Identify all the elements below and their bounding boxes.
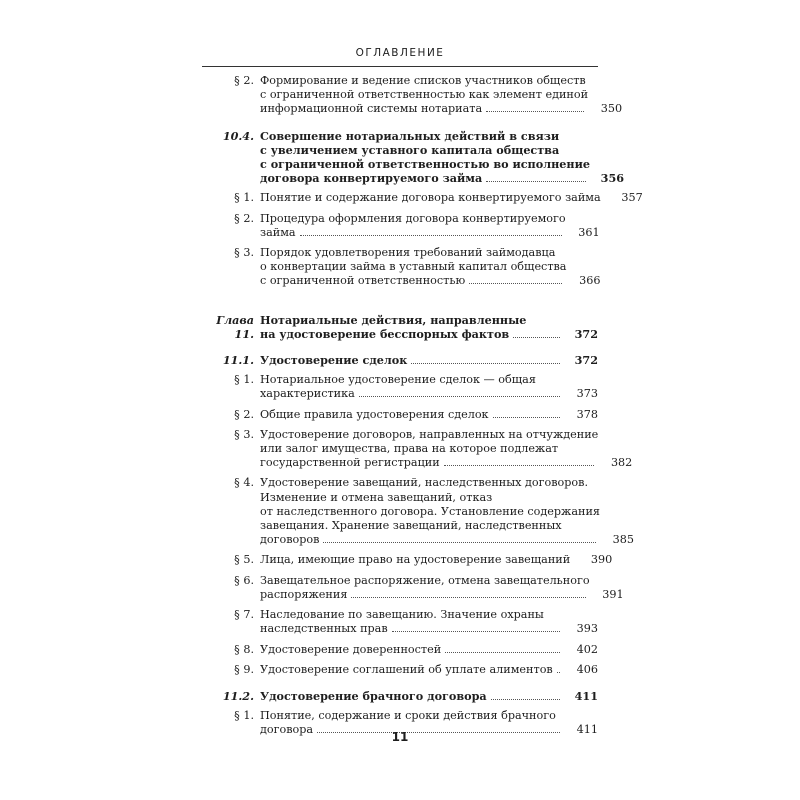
toc-entry-label: § 2.	[234, 74, 254, 87]
toc-entry-line	[260, 428, 598, 442]
toc-entry-line	[260, 373, 564, 387]
toc-entry-line	[260, 442, 598, 456]
toc-entry-line-text: с ограниченной ответственностью	[260, 274, 466, 288]
toc-entry-page: 373	[576, 387, 598, 401]
toc-entry-line	[260, 709, 564, 723]
toc-entry-title	[260, 608, 598, 636]
toc-entry[interactable]	[202, 128, 625, 186]
dot-leader	[493, 417, 560, 418]
toc-entry-line	[260, 519, 600, 533]
toc-entry-page: 357	[621, 191, 643, 205]
toc-entry-label: § 1.	[234, 373, 254, 387]
toc-entry-page: 393	[576, 622, 598, 636]
toc-entry[interactable]	[202, 313, 598, 341]
toc-entry-page: 366	[579, 274, 601, 288]
toc-entry-label: § 9.	[234, 662, 254, 676]
toc-entry-line-text: договора конвертируемого займа	[260, 171, 483, 186]
toc-entry-line	[260, 588, 590, 602]
toc-entry-line-text: Нотариальные действия, направленные	[260, 312, 527, 327]
toc-entry-line-text: Удостоверение сделок	[260, 353, 408, 368]
toc-entry-line-text: распоряжения	[260, 587, 348, 601]
toc-entry-line	[260, 143, 590, 157]
toc-entry-line-text: с увеличением уставного капитала общества	[260, 142, 560, 157]
dot-leader	[486, 181, 586, 182]
toc-spacer	[202, 117, 598, 129]
toc-entry-line-text: Наследование по завещанию. Значение охраны	[260, 608, 544, 622]
toc-entry[interactable]	[202, 553, 613, 567]
toc-entry-line	[260, 274, 566, 288]
toc-entry-page: 372	[574, 326, 598, 341]
page-number: 11	[391, 730, 409, 744]
toc-entry-label: Глава 11.	[216, 312, 254, 341]
toc-entry-line	[260, 533, 600, 547]
toc-entry-page: 402	[576, 642, 598, 656]
toc-entry-page: 382	[610, 456, 633, 470]
toc-entry-line	[260, 171, 590, 185]
toc-entry-page: 385	[612, 533, 634, 547]
toc-entry-line-text: Изменение и отмена завещаний, отказ	[260, 490, 493, 504]
toc-entry-page: 361	[578, 225, 600, 239]
toc-entry-line-text: о конвертации займа в уставный капитал общества	[260, 260, 567, 274]
toc-entry-line	[260, 129, 590, 143]
toc-entry-label: § 5.	[234, 553, 254, 567]
toc-entry-title	[260, 373, 598, 401]
toc-entry-title	[260, 74, 622, 117]
toc-entry-line-text: Удостоверение соглашений об уплате алиментов	[260, 662, 553, 676]
toc-entry-line-text: Удостоверение доверенностей	[260, 642, 442, 656]
dot-leader	[491, 699, 560, 700]
toc-entry-line-text: Общие правила удостоверения сделок	[260, 407, 489, 421]
toc-entry[interactable]	[202, 408, 598, 422]
toc-entry-page: 411	[574, 688, 598, 703]
toc-entry-page: 411	[576, 723, 598, 737]
toc-entry-line	[260, 313, 564, 327]
toc-entry-page: 390	[590, 553, 613, 567]
toc-entry-line-text: на удостоверение бесспорных фактов	[260, 326, 510, 341]
toc-entry[interactable]	[202, 427, 633, 471]
toc-entry-line	[260, 608, 564, 622]
toc-entry-line-text: Удостоверение брачного договора	[260, 688, 487, 703]
dot-leader	[444, 465, 595, 466]
toc-entry-line	[260, 553, 578, 567]
toc-entry-label: § 3.	[234, 246, 254, 260]
toc-entry-label: § 1.	[234, 191, 254, 205]
toc-entry-page: 378	[576, 407, 598, 421]
toc-entry-page: 406	[576, 662, 598, 676]
toc-entry-title	[260, 428, 632, 471]
toc-entry-line-text: займа	[260, 225, 296, 239]
toc-entry-title	[260, 246, 600, 289]
toc-entry-line-text: завещания. Хранение завещаний, наследственных	[260, 519, 562, 533]
toc-entry-line-text: информационной системы нотариата	[260, 102, 483, 116]
dot-leader	[359, 396, 560, 397]
toc-entry-line-text: с ограниченной ответственностью во исполнение	[260, 157, 591, 172]
toc-entry-line-text: Удостоверение договоров, направленных на отчуждение	[260, 427, 599, 441]
toc-entry-label: 10.4.	[222, 128, 254, 143]
toc-entry-line-text: Удостоверение завещаний, наследственных договоров.	[260, 476, 589, 490]
toc-entry-page: 356	[600, 171, 625, 186]
toc-entry-line-text: наследственных прав	[260, 622, 388, 636]
toc-entry-line	[260, 327, 564, 341]
toc-entry-title	[260, 476, 634, 547]
toc-entry-line-text: от наследственного договора. Установление содержания	[260, 504, 600, 518]
toc-entry-label: § 2.	[234, 407, 254, 421]
toc-entry-title	[260, 353, 598, 367]
toc-entry-title	[260, 689, 598, 703]
toc-entry-line-text: или залог имущества, права на которое подлежат	[260, 442, 559, 456]
toc-spacer	[202, 289, 598, 313]
toc-entry-label: § 2.	[234, 211, 254, 225]
dot-leader	[392, 631, 560, 632]
toc-entry-label: § 8.	[234, 642, 254, 656]
toc-entry-line	[260, 226, 566, 240]
toc-entry-line	[260, 246, 566, 260]
toc-entry-line-text: с ограниченной ответственностью как элемент единой	[260, 88, 589, 102]
toc-entry[interactable]	[202, 573, 624, 602]
toc-entry[interactable]	[202, 373, 598, 401]
toc-entry-page: 391	[602, 587, 624, 601]
toc-entry-title	[260, 212, 600, 240]
dot-leader	[445, 652, 560, 653]
toc-entry[interactable]	[202, 608, 598, 636]
toc-entry-line	[260, 387, 564, 401]
dot-leader	[351, 597, 585, 598]
toc-entry-title	[260, 663, 598, 677]
toc-entry-line	[260, 456, 598, 470]
toc-spacer	[202, 677, 598, 689]
toc-entry-line	[260, 574, 590, 588]
toc-entry-line	[260, 191, 609, 205]
toc-entry-label: 11.1.	[222, 353, 254, 368]
toc-entry[interactable]	[202, 476, 634, 547]
dot-leader	[513, 337, 560, 338]
toc-entry-line	[260, 491, 600, 505]
toc-entry[interactable]	[202, 663, 598, 677]
dot-leader	[469, 283, 562, 284]
toc-entry-title	[260, 191, 643, 205]
toc-spacer	[202, 341, 598, 353]
toc-entry-line-text: Процедура оформления договора конвертируемого	[260, 211, 566, 225]
toc-entry-title	[260, 643, 598, 657]
toc-entry-line	[260, 88, 588, 102]
toc-entry-label: § 6.	[234, 573, 254, 587]
toc-entry-line	[260, 212, 566, 226]
toc-entry-line-text: Понятие и содержание договора конвертируемого займа	[260, 191, 601, 205]
toc-entry-line	[260, 505, 600, 519]
toc-entry[interactable]	[202, 643, 598, 657]
header-rule	[202, 66, 598, 67]
toc-entry-line-text: Нотариальное удостоверение сделок — общая	[260, 373, 536, 387]
toc-entry-line	[260, 622, 564, 636]
toc-entry-label: 11.2.	[222, 688, 254, 703]
toc-entry-line	[260, 260, 566, 274]
toc-entry-label: § 7.	[234, 608, 254, 622]
toc-entry-title	[260, 408, 598, 422]
toc-entry-title	[260, 313, 598, 341]
toc-entry-line	[260, 102, 588, 116]
dot-leader	[300, 235, 562, 236]
toc-entry-line	[260, 476, 600, 490]
toc-entry-line	[260, 353, 564, 367]
toc-entry-title	[260, 553, 612, 567]
toc-entry-title	[260, 129, 624, 186]
table-of-contents	[202, 74, 643, 738]
dot-leader	[557, 672, 560, 673]
dot-leader	[486, 111, 584, 112]
toc-entry-line	[260, 643, 564, 657]
toc-entry-line-text: характеристика	[260, 387, 355, 401]
toc-entry-line-text: Формирование и ведение списков участников обществ	[260, 74, 586, 87]
toc-entry[interactable]	[202, 74, 623, 117]
toc-entry-page: 350	[600, 102, 623, 116]
toc-entry-line-text: Понятие, содержание и сроки действия брачного	[260, 709, 556, 723]
toc-entry[interactable]	[202, 246, 601, 289]
toc-entry-line-text: Совершение нотариальных действий в связи	[260, 128, 560, 143]
toc-entry-title	[260, 574, 624, 602]
toc-entry-line-text: Лица, имеющие право на удостоверение завещаний	[260, 553, 571, 567]
toc-entry-line-text: договоров	[260, 533, 320, 547]
toc-entry-line	[260, 663, 564, 677]
toc-entry[interactable]	[202, 353, 598, 367]
toc-entry-page: 372	[574, 353, 598, 368]
toc-entry-line-text: государственной регистрации	[260, 456, 440, 470]
toc-entry[interactable]	[202, 212, 598, 240]
toc-entry-label: § 1.	[234, 709, 254, 723]
toc-entry[interactable]	[202, 689, 598, 703]
toc-entry-line	[260, 74, 588, 88]
running-head: ОГЛАВЛЕНИЕ	[355, 47, 445, 59]
toc-entry-line-text: договора	[260, 723, 314, 737]
toc-entry-line	[260, 689, 564, 703]
toc-entry-line-text: Завещательное распоряжение, отмена завещательного	[260, 573, 590, 587]
toc-entry-line	[260, 408, 564, 422]
dot-leader	[411, 363, 560, 364]
toc-entry-line	[260, 157, 590, 171]
toc-entry-label: § 4.	[234, 476, 254, 490]
toc-entry[interactable]	[202, 191, 643, 205]
toc-entry-label: § 3.	[234, 427, 254, 441]
toc-entry-line-text: Порядок удовлетворения требований займодавца	[260, 246, 556, 260]
dot-leader	[323, 542, 596, 543]
